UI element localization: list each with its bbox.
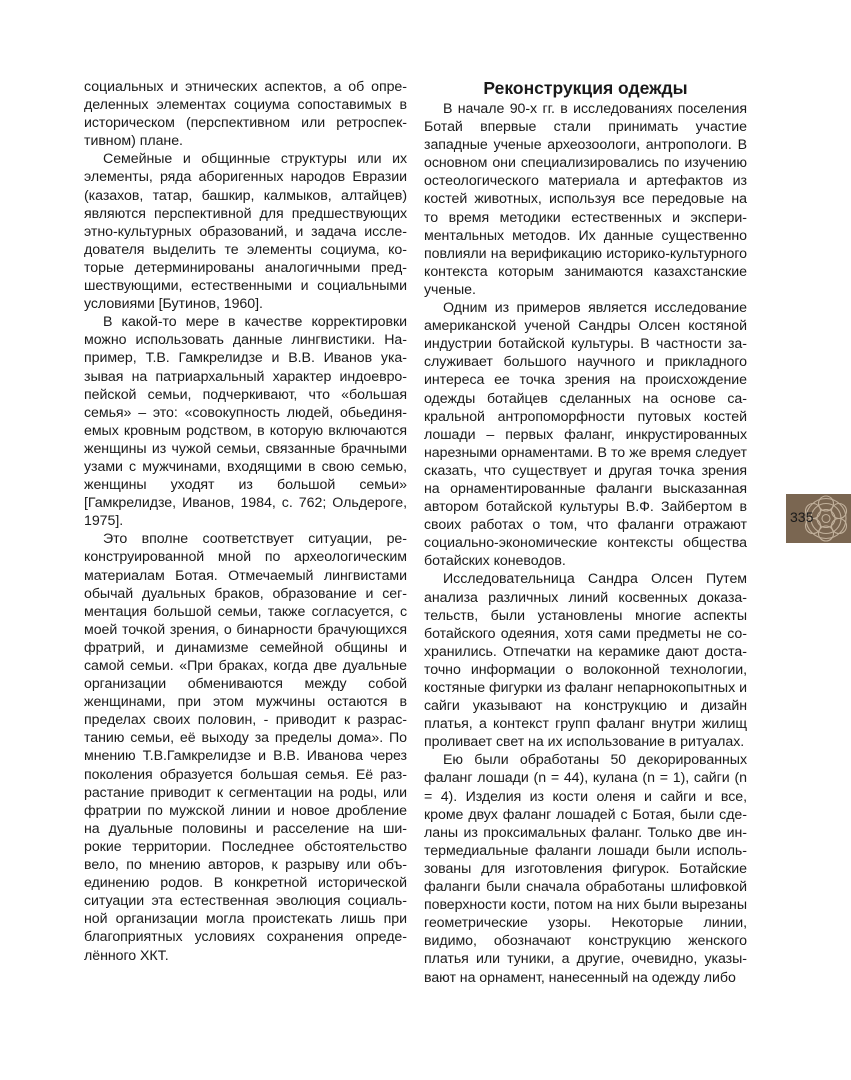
right-paragraph-2: Одним из примеров является исследование американской ученой Сандры Олсен костяной индустрии ботайской культуры. В частности заслуживает большого научного и прикладного интереса ее точка зрения на происхождение одежды ботайцев сделанных на основе сакральной антропоморфности путовых костей лошади – первых фаланг, инкрустированных нарезными орнаментами. В то же время следует сказать, что существует и другая точка зрения на орнаментированные фаланги высказанная автором ботайской культуры В.Ф. Зайбертом в своих работах о том, что фаланги отражают социально-экономические контексты общества ботайских коневодов.: [424, 300, 747, 570]
page-number-tab: [786, 494, 851, 543]
section-heading: Реконструкция одежды: [483, 78, 688, 98]
right-column: [424, 78, 747, 987]
right-paragraph-1: В начале 90-х гг. в исследованиях поселения Ботай впервые стали принимать участие западные ученые археозоологи, антропологи. В основном они специализировались по изучению остеологического материала и артефактов из костей животных, используя все передовые на то время методики естественных и экспериментальных методов. Их данные существенно повлияли на верификацию историко-культурного контекста которым занимаются казахстанские ученые.: [424, 101, 747, 298]
page-number: 335: [790, 509, 814, 525]
left-paragraph-1: социальных и этнических аспектов, а об определенных элементах социума сопоставимых в историческом (перспективном или ретроспективном) плане.: [84, 79, 407, 150]
right-paragraph-3: Исследовательница Сандра Олсен Путем анализа различных линий косвенных доказательств, были установлены многие аспекты ботайского одеяния, хотя сами предметы не сохранились. Отпечатки на керамике дают достаточно информации о волоконной технологии, костяные фигурки из фаланг непарнокопытных и сайги указывают на конструкцию и дизайн платья, а контекст групп фаланг внутри жилищ проливает свет на их использование в ритуалах.: [424, 571, 747, 751]
left-column: [84, 78, 407, 965]
left-paragraph-3: В какой-то мере в качестве корректировки можно использовать данные лингвистики. Например, Т.В. Гамкрелидзе и В.В. Иванов указывая на патриархальный характер индоевропейской семьи, подчеркивают, что «большая семья» – это: «совокупность людей, обьединяемых кровным родством, в которую включаются женщины из чужой семьи, связанные брачными узами с мужчинами, входящими в свою семью, женщины уходят из большой семьи» [Гамкрелидзе, Иванов, 1984, с. 762; Ольдероге, 1975].: [84, 314, 407, 530]
left-paragraph-2: Семейные и общинные структуры или их элементы, ряда аборигенных народов Евразии (казахов, татар, башкир, калмыков, алтайцев) являются перспективной для предшествующих этно-культурных образований, и задача исследователя выделить те элементы социума, которые детерминированы аналогичными предшествующими, естественными и социальными условиями [Бутинов, 1960].: [84, 151, 407, 313]
left-paragraph-4: Это вполне соответствует ситуации, реконструированной мной по археологическим материалам Ботая. Отмечаемый лингвистами обычай дуальных браков, образование и сегментация большой семьи, также согласуется, с моей точкой зрения, о бинарности брачующихся фратрий, и динамизме семейной общины и самой семьи. «При браках, когда две дуальные организации обмениваются между собой женщинами, при этом мужчины остаются в пределах своих половин, - приводит к разрастанию семьи, её выходу за пределы дома». По мнению Т.В.Гамкрелидзе и В.В. Иванова через поколения образуется большая семья. Её разрастание приводит к сегментации на роды, или фратрии по мужской линии и новое дробление на дуальные половины и расселение на широкие территории. Последнее обстоятельство вело, по мнению авторов, к разрыву или объединению родов. В конкретной исторической ситуации эта естественная эволюция социальной организации могла проистекать лишь при благоприятных условиях сохранения определённого ХКТ.: [84, 531, 407, 964]
right-paragraph-4: Ею были обработаны 50 декорированных фаланг лошади (n = 44), кулана (n = 1), сайги (n = 4). Изделия из кости оленя и сайги и все, кроме двух фаланг лошадей с Ботая, были сделаны из проксимальных фаланг. Только две интермедиальные фаланги лошади были использованы для изготовления фигурок. Ботайские фаланги были сначала обработаны шлифовкой поверхности кости, потом на них были вырезаны геометрические узоры. Некоторые линии, видимо, обозначают конструкцию женского платья или туники, а другие, очевидно, указывают на орнамент, нанесенный на одежду либо: [424, 752, 747, 986]
